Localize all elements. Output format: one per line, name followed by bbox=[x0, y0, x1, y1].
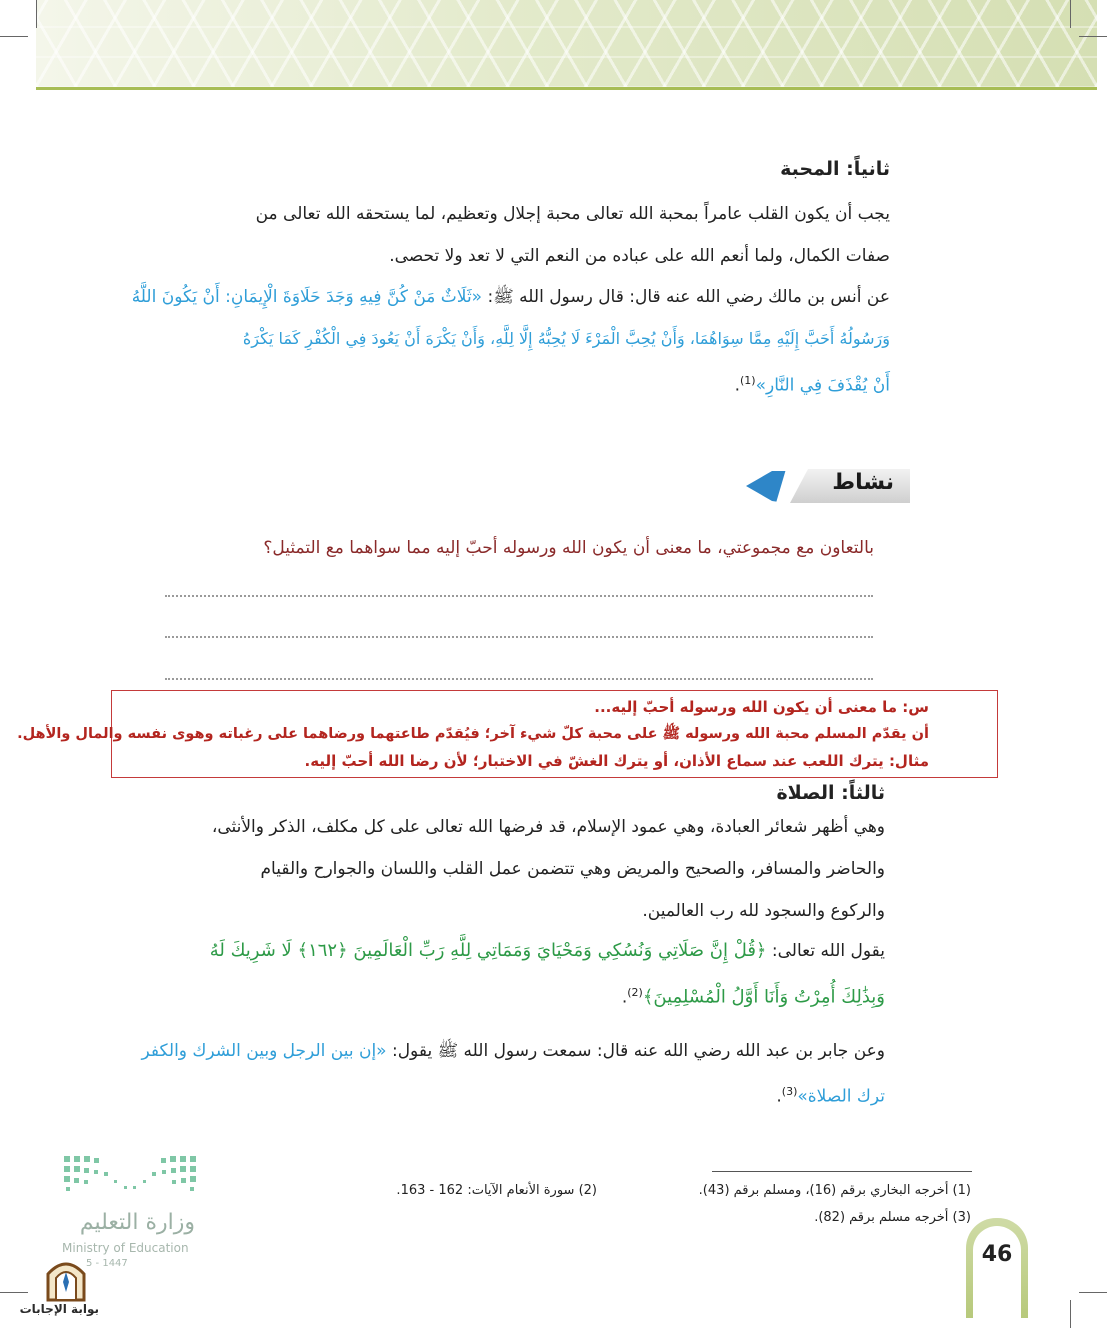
answer-dotted-line bbox=[165, 678, 873, 680]
hadith-text: ترك الصلاة» bbox=[797, 1086, 885, 1107]
paragraph-line: يجب أن يكون القلب عامراً بمحبة الله تعالى محبة إجلال وتعظيم، لما يستحقه الله تعالى من bbox=[255, 204, 890, 224]
paragraph-line: والحاضر والمسافر، والصحيح والمريض وهي تتضمن عمل القلب واللسان والجوارح والقيام bbox=[260, 859, 885, 879]
hadith-text: «ثَلَاثٌ مَنْ كُنَّ فِيهِ وَجَدَ حَلَاوَةَ الْإِيمَانِ: أَنْ يَكُونَ اللَّهُ bbox=[131, 287, 483, 307]
crop-mark bbox=[36, 0, 37, 28]
hadith-text: «إن بين الرجل وبين الشرك والكفر bbox=[141, 1041, 387, 1061]
page-number-tab-inner bbox=[973, 1226, 1021, 1318]
page-number: 46 bbox=[981, 1242, 1013, 1267]
hadith-line bbox=[141, 1030, 885, 1072]
verse-intro: يقول الله تعالى: bbox=[766, 941, 885, 961]
crop-mark bbox=[1070, 0, 1071, 28]
footnote-ref: (2) bbox=[627, 986, 643, 999]
crop-mark bbox=[1070, 1300, 1071, 1328]
ministry-year: 5 - 1447 bbox=[86, 1258, 128, 1269]
footnote-1: (1) أخرجه البخاري برقم (16)، ومسلم برقم (43). bbox=[698, 1183, 971, 1198]
verse-text: وَبِذَٰلِكَ أُمِرْتُ وَأَنَا أَوَّلُ الْمُسْلِمِينَ﴾ bbox=[642, 986, 885, 1008]
end-mark: . bbox=[734, 375, 740, 396]
verse-line bbox=[145, 930, 885, 972]
footnote-ref: (1) bbox=[739, 374, 756, 387]
ministry-name-arabic: وزارة التعليم bbox=[79, 1210, 195, 1235]
paragraph-line: وهي أظهر شعائر العبادة، وهي عمود الإسلام، قد فرضها الله تعالى على كل مكلف، الذكر والأنثى، bbox=[211, 817, 885, 837]
crop-mark bbox=[0, 36, 28, 37]
answer-text-line: أن يقدّم المسلم محبة الله ورسوله ﷺ على محبة كلّ شيء آخر؛ فيُقدّم طاعتهما ورضاهما على رغباته وهوى نفسه والمال والأهل. bbox=[17, 726, 929, 742]
answer-dotted-line bbox=[165, 595, 873, 597]
paragraph-line: والركوع والسجود لله رب العالمين. bbox=[642, 901, 885, 921]
hadith-text: وَرَسُولُهُ أَحَبَّ إِلَيْهِ مِمَّا سِوَاهُمَا، وَأَنْ يُحِبَّ الْمَرْءَ لَا يُحِبُّهُ إِلَّا لِلَّهِ، وَأَنْ يَكْرَهَ أَنْ يَعُودَ فِي الْكُفْرِ كَمَا يَكْرَهُ bbox=[242, 329, 890, 348]
hadith-line bbox=[145, 1071, 885, 1118]
answer-question-line: س: ما معنى أن يكون الله ورسوله أحبّ إليه... bbox=[594, 698, 929, 716]
ministry-name-english: Ministry of Education bbox=[62, 1241, 189, 1255]
crop-mark bbox=[1079, 36, 1107, 37]
header-ornament-band bbox=[36, 0, 1097, 88]
verse-line bbox=[145, 972, 885, 1019]
verse-text: ﴿قُلْ إِنَّ صَلَاتِي وَنُسُكِي وَمَحْيَايَ وَمَمَاتِي لِلَّهِ رَبِّ الْعَالَمِينَ ﴿١٦٢﴾ لَا شَرِيكَ لَهُ bbox=[209, 940, 767, 961]
answers-gate-logo-icon bbox=[44, 1256, 88, 1302]
footnote-2: (2) سورة الأنعام الآيات: 162 - 163. bbox=[396, 1183, 597, 1198]
end-mark: . bbox=[621, 987, 628, 1008]
section-heading-prayer: ثالثاً: الصلاة bbox=[776, 782, 885, 804]
footnote-ref: (3) bbox=[781, 1085, 798, 1098]
section-heading-love: ثانياً: المحبة bbox=[780, 158, 890, 180]
page-number-tab bbox=[966, 1218, 1028, 1318]
footnote-3: (3) أخرجه مسلم برقم (82). bbox=[814, 1210, 971, 1225]
header-divider-line bbox=[36, 87, 1097, 90]
watermark-label: بوابة الإجابات bbox=[19, 1302, 99, 1316]
hadith-intro: عن أنس بن مالك رضي الله عنه قال: قال رسول الله ﷺ: bbox=[482, 287, 890, 307]
answer-example-line: مثال: يترك اللعب عند سماع الأذان، أو يترك الغشّ في الاختبار؛ لأن رضا الله أحبّ إليه. bbox=[304, 752, 929, 770]
hadith-line bbox=[150, 360, 890, 407]
activity-label: نشاط bbox=[832, 470, 894, 495]
hadith-intro: وعن جابر بن عبد الله رضي الله عنه قال: سمعت رسول الله ﷺ يقول: bbox=[386, 1041, 885, 1061]
crop-mark bbox=[1079, 1292, 1107, 1293]
end-mark: . bbox=[776, 1086, 782, 1107]
paragraph-line: صفات الكمال، ولما أنعم الله على عباده من النعم التي لا تعد ولا تحصى. bbox=[389, 246, 890, 266]
ministry-logo-icon bbox=[62, 1154, 198, 1198]
answer-dotted-line bbox=[165, 636, 873, 638]
hadith-text: أَنْ يُقْذَفَ فِي النَّارِ» bbox=[755, 375, 890, 396]
activity-tab bbox=[746, 467, 910, 505]
activity-question: بالتعاون مع مجموعتي، ما معنى أن يكون الله ورسوله أحبّ إليه مما سواهما مع التمثيل؟ bbox=[263, 538, 874, 558]
answer-box bbox=[17, 690, 998, 778]
crop-mark bbox=[0, 1292, 28, 1293]
footnote-divider bbox=[712, 1171, 972, 1172]
hadith-line bbox=[131, 276, 890, 318]
